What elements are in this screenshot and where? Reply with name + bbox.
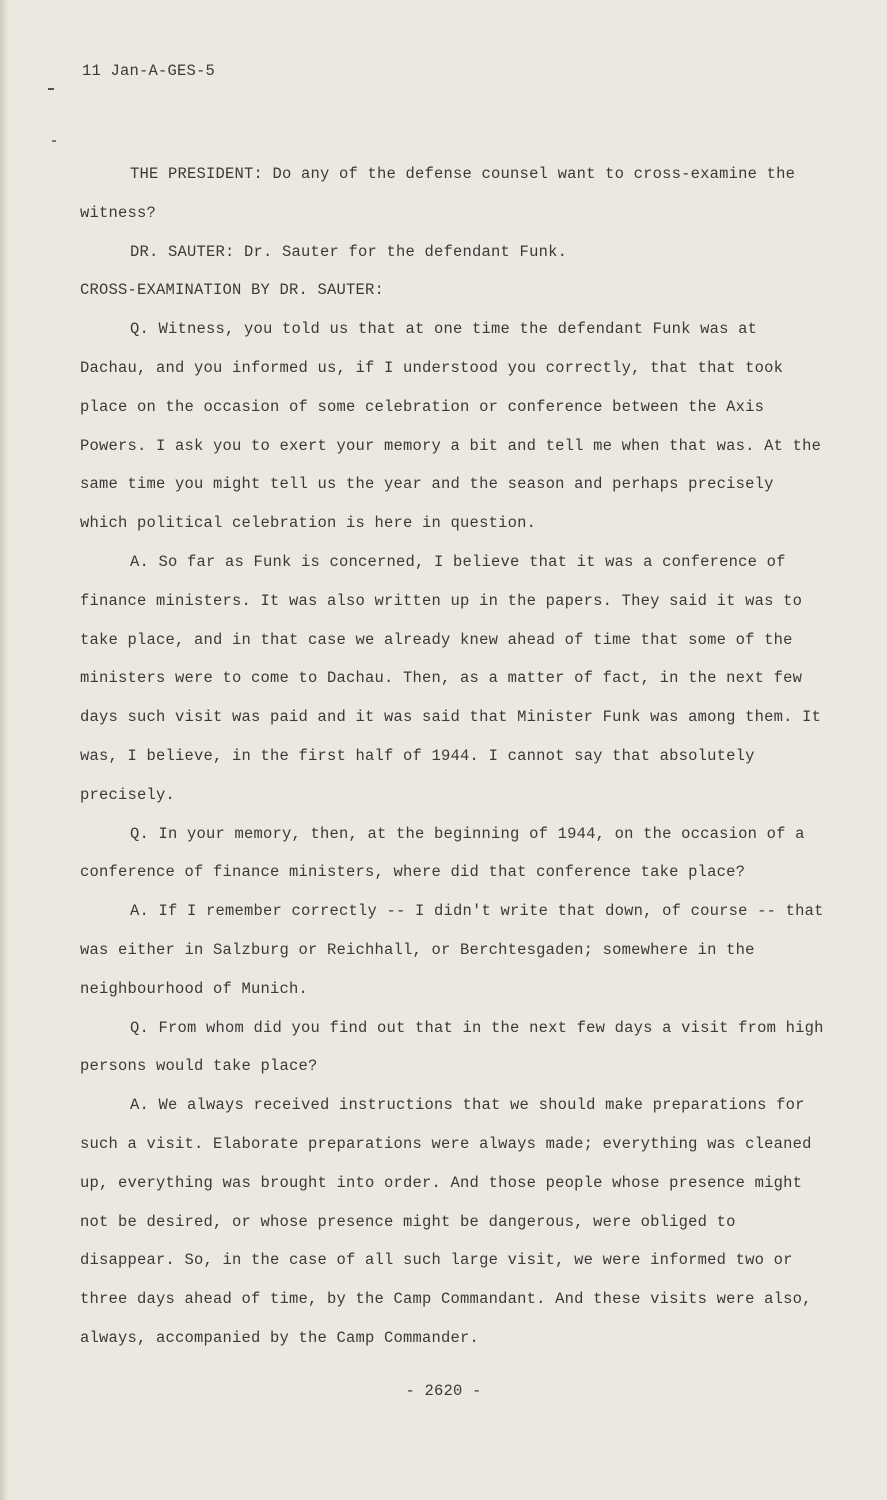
answer-paragraph: A. If I remember correctly -- I didn't write that down, of course -- that was either in Salzburg or Reichhall, or Berchtesgaden; somewhere in the neighbourhood of Munich. bbox=[80, 902, 824, 998]
margin-mark bbox=[48, 88, 54, 90]
president-statement: THE PRESIDENT: Do any of the defense counsel want to cross-examine the witness? bbox=[80, 165, 796, 222]
transcript-body bbox=[80, 155, 830, 1358]
margin-mark bbox=[52, 140, 56, 142]
answer-paragraph: A. So far as Funk is concerned, I believe that it was a conference of finance ministers. It was also written up in the papers. They said it was to take place, and in that case we already knew ahead of time that some of the ministers were to come to Dachau. Then, as a matter of fact, in the next few days such visit was paid and it was said that Minister Funk was among them. It was, I believe, in the first half of 1944. I cannot say that absolutely precisely. bbox=[80, 552, 822, 804]
question-paragraph: Q. From whom did you find out that in the next few days a visit from high persons would take place? bbox=[80, 1018, 824, 1076]
question-paragraph: Q. In your memory, then, at the beginning of 1944, on the occasion of a conference of finance ministers, where did that conference take place? bbox=[80, 824, 805, 882]
sauter-statement: DR. SAUTER: Dr. Sauter for the defendant Funk. bbox=[130, 242, 568, 261]
document-reference: 11 Jan-A-GES-5 bbox=[82, 62, 216, 80]
question-paragraph: Q. Witness, you told us that at one time the defendant Funk was at Dachau, and you informed us, if I understood you correctly, that that took place on the occasion of some celebration or conference between the Axis Powers. I ask you to exert your memory a bit and tell me when that was. At the same time you might tell us the year and the season and perhaps precisely which political celebration is here in question. bbox=[80, 320, 822, 533]
section-heading: CROSS-EXAMINATION BY DR. SAUTER: bbox=[80, 281, 385, 300]
page-number: - 2620 - bbox=[405, 1382, 482, 1400]
answer-paragraph: A. We always received instructions that we should make preparations for such a visit. Elaborate preparations were always made; everything was cleaned up, everything was brought into order. And those people whose presence might not be desired, or whose presence might be dangerous, were obliged to disappear. So, in the case of all such large visit, we were informed two or three days ahead of time, by the Camp Commandant. And these visits were also, always, accompanied by the Camp Commander. bbox=[80, 1096, 812, 1347]
